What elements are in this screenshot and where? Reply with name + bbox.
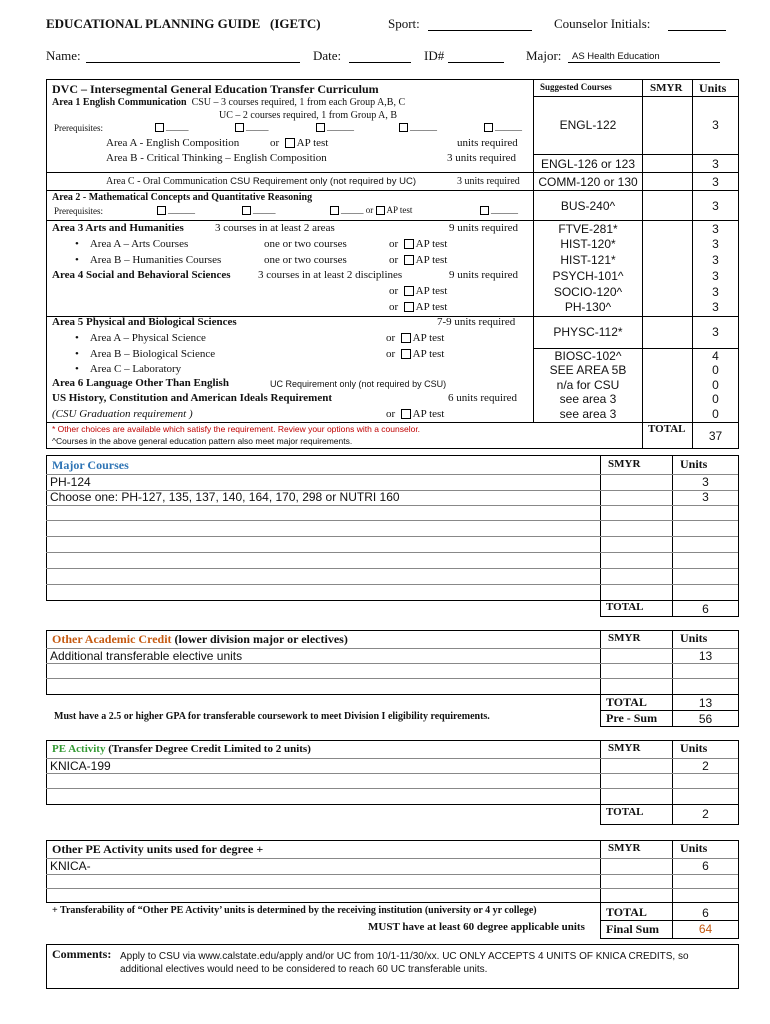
area2-title: Area 2 - Mathematical Concepts and Quantitative Reasoning [52,192,313,203]
other-smyr: SMYR [608,632,641,644]
area5a-ap[interactable]: or AP test [386,332,445,344]
ush-title: US History, Constitution and American Ideals Requirement [52,392,333,404]
area3a-label: • Area A – Arts Courses [75,238,189,250]
area3a-ap[interactable]: or AP test [389,238,448,250]
area3a-count: one or two courses [264,238,347,250]
col-units: Units [699,81,727,95]
units-value: 4 [712,349,719,363]
major-row-course: PH-124 [50,475,91,489]
otherpe-total-label: TOTAL [606,905,647,919]
area2-box-2[interactable]: _____ [242,205,276,215]
prereq-box-2[interactable]: _____ [235,122,269,132]
units-value: 3 [712,300,719,314]
presum-label: Pre - Sum [606,711,658,725]
ge-note-1: * Other choices are available which satisfy the requirement. Review your options with a counselor. [52,424,421,434]
area5b-ap[interactable]: or AP test [386,348,445,360]
prereq-box-1[interactable]: _____ [155,122,189,132]
major-field[interactable] [568,62,720,63]
col-suggested: Suggested Courses [540,82,612,92]
pe-units: Units [680,741,708,755]
area3b-count: one or two courses [264,254,347,266]
other-total-label: TOTAL [606,695,647,709]
suggested-course: FTVE-281* [558,222,618,236]
otherpe-row-course: KNICA- [50,859,91,873]
units-value: 3 [712,157,719,171]
pe-smyr: SMYR [608,742,641,754]
suggested-course: SEE AREA 5B [549,363,627,377]
area4-units: 9 units required [449,269,519,281]
sport-field[interactable] [428,30,532,31]
area5a-label: • Area A – Physical Science [75,332,206,344]
comments-line-1: Apply to CSU via www.calstate.edu/apply and/or UC from 10/1-11/30/xx. UC ONLY ACCEPTS 4 UNITS OF KNICA CREDITS, so [120,951,689,962]
major-label: Major: [526,48,562,63]
units-value: 0 [712,363,719,377]
units-value: 3 [712,269,719,283]
presum-value: 56 [698,712,713,726]
counselor-label: Counselor Initials: [554,16,651,31]
otherpe-row-units: 6 [702,859,709,873]
ush-ap[interactable]: or AP test [386,408,445,420]
units-value: 3 [712,199,719,213]
prereq-box-5[interactable]: ______ [484,122,522,132]
area5b-label: • Area B – Biological Science [75,348,216,360]
pe-total-label: TOTAL [606,806,644,818]
major-total-label: TOTAL [606,601,644,613]
suggested-course: BUS-240^ [560,199,616,213]
area1b-units: 3 units required [447,152,517,164]
final-sum-value: 64 [698,922,713,936]
major-units: Units [680,457,708,471]
units-value: 3 [712,175,719,189]
ge-total-value: 37 [708,429,723,443]
prereq-box-3[interactable]: ______ [316,122,354,132]
area3-note: 3 courses in at least 2 areas [215,222,335,234]
area6-title: Area 6 Language Other Than English [52,377,229,389]
ge-total-label: TOTAL [648,423,686,435]
units-value: 0 [712,378,719,392]
area1c-label: Area C - Oral Communication CSU Requirement only (not required by UC) [106,176,416,187]
name-label: Name: [46,48,81,63]
units-value: 0 [712,407,719,421]
area4-ap-1[interactable]: or AP test [389,285,448,297]
comments-label: Comments: [52,947,112,961]
area4-ap-2[interactable]: or AP test [389,301,448,313]
col-smyr: SMYR [650,82,683,94]
suggested-course: HIST-121* [560,253,616,267]
area1a-units: units required [457,137,518,149]
suggested-course: HIST-120* [560,237,616,251]
units-value: 3 [712,285,719,299]
area4-title: Area 4 Social and Behavioral Sciences [52,269,231,281]
suggested-course: PSYCH-101^ [552,269,624,283]
major-value: AS Health Education [572,51,660,62]
other-row-units: 13 [698,649,713,663]
area1-title: Area 1 English Communication CSU – 3 courses required, 1 from each Group A,B, C [52,97,406,108]
pe-total-value: 2 [702,807,709,821]
suggested-course: see area 3 [559,407,617,421]
transferability-note: + Transferability of “Other PE Activity’ units is determined by the receiving institution (university or 4 yr college) [52,905,537,916]
suggested-course: PH-130^ [564,300,612,314]
units-value: 3 [712,253,719,267]
area1-uc: UC – 2 courses required, 1 from Group A, B [219,110,398,121]
major-total-value: 6 [702,602,709,616]
prereq-box-4[interactable]: ______ [399,122,437,132]
area2-prereq: Prerequisites: [54,206,103,216]
area5c-label: • Area C – Laboratory [75,363,182,375]
units-value: 3 [712,118,719,132]
area1a-label: Area A - English Composition [106,137,240,149]
suggested-course: n/a for CSU [556,378,620,392]
area3b-label: • Area B – Humanities Courses [75,254,222,266]
comments-line-2: additional electives would need to be considered to reach 60 UC transferable units. [120,964,488,975]
major-row-course: Choose one: PH-127, 135, 137, 140, 164, 170, 298 or NUTRI 160 [50,490,400,504]
suggested-course: see area 3 [559,392,617,406]
suggested-course: PHYSC-112* [553,325,623,339]
suggested-course: COMM-120 or 130 [538,175,638,189]
area1a-ap[interactable]: or AP test [270,137,329,149]
gpa-note: Must have a 2.5 or higher GPA for transferable coursework to meet Division I eligibility requirements. [54,711,490,722]
date-field[interactable] [349,62,411,63]
ush-units: 6 units required [448,392,518,404]
area2-box-4[interactable]: ______ [480,205,518,215]
area3-units: 9 units required [449,222,519,234]
area1c-units: 3 units required [457,176,520,187]
suggested-course: SOCIO-120^ [553,285,623,299]
ge-note-2: ^Courses in the above general education pattern also meet major requirements. [52,436,353,446]
other-row-course: Additional transferable elective units [50,649,243,663]
other-total-value: 13 [698,696,713,710]
units-value: 3 [712,237,719,251]
page-title: EDUCATIONAL PLANNING GUIDE (IGETC) [46,16,321,31]
area5-title: Area 5 Physical and Biological Sciences [52,316,237,328]
ge-title: DVC – Intersegmental General Education Transfer Curriculum [52,82,379,96]
id-label: ID# [424,48,445,63]
pe-row-course: KNICA-199 [50,759,111,773]
otherpe-units: Units [680,841,708,855]
otherpe-smyr: SMYR [608,842,641,854]
must-note: MUST have at least 60 degree applicable units [368,921,585,933]
suggested-course: ENGL-122 [559,118,617,132]
csu-grad-label: (CSU Graduation requirement ) [52,408,193,420]
name-field[interactable] [86,62,300,63]
area3b-ap[interactable]: or AP test [389,254,448,266]
major-row-units: 3 [702,475,709,489]
other-units: Units [680,631,708,645]
prereq-label: Prerequisites: [54,123,103,133]
other-title: Other Academic Credit (lower division major or electives) [52,632,348,646]
area1b-label: Area B - Critical Thinking – English Composition [106,152,327,164]
area2-box-3[interactable]: _____ or AP test [330,205,412,215]
area3-title: Area 3 Arts and Humanities [52,222,184,234]
suggested-course: ENGL-126 or 123 [540,157,636,171]
counselor-field[interactable] [668,30,726,31]
otherpe-total-value: 6 [702,906,709,920]
units-value: 3 [712,222,719,236]
major-row-units: 3 [702,490,709,504]
sport-label: Sport: [388,16,420,31]
units-value: 3 [712,325,719,339]
area6-note: UC Requirement only (not required by CSU) [270,379,447,389]
units-value: 0 [712,392,719,406]
area4-note: 3 courses in at least 2 disciplines [258,269,403,281]
pe-title: PE Activity (Transfer Degree Credit Limited to 2 units) [52,743,311,755]
date-label: Date: [313,48,342,63]
major-smyr: SMYR [608,458,641,470]
suggested-course: BIOSC-102^ [554,349,622,363]
area5-units: 7-9 units required [437,316,516,328]
pe-row-units: 2 [702,759,709,773]
area2-box-1[interactable]: ______ [157,205,195,215]
id-field[interactable] [448,62,504,63]
otherpe-title: Other PE Activity units used for degree + [52,842,264,856]
major-title: Major Courses [52,458,129,472]
final-sum-label: Final Sum [606,922,660,936]
